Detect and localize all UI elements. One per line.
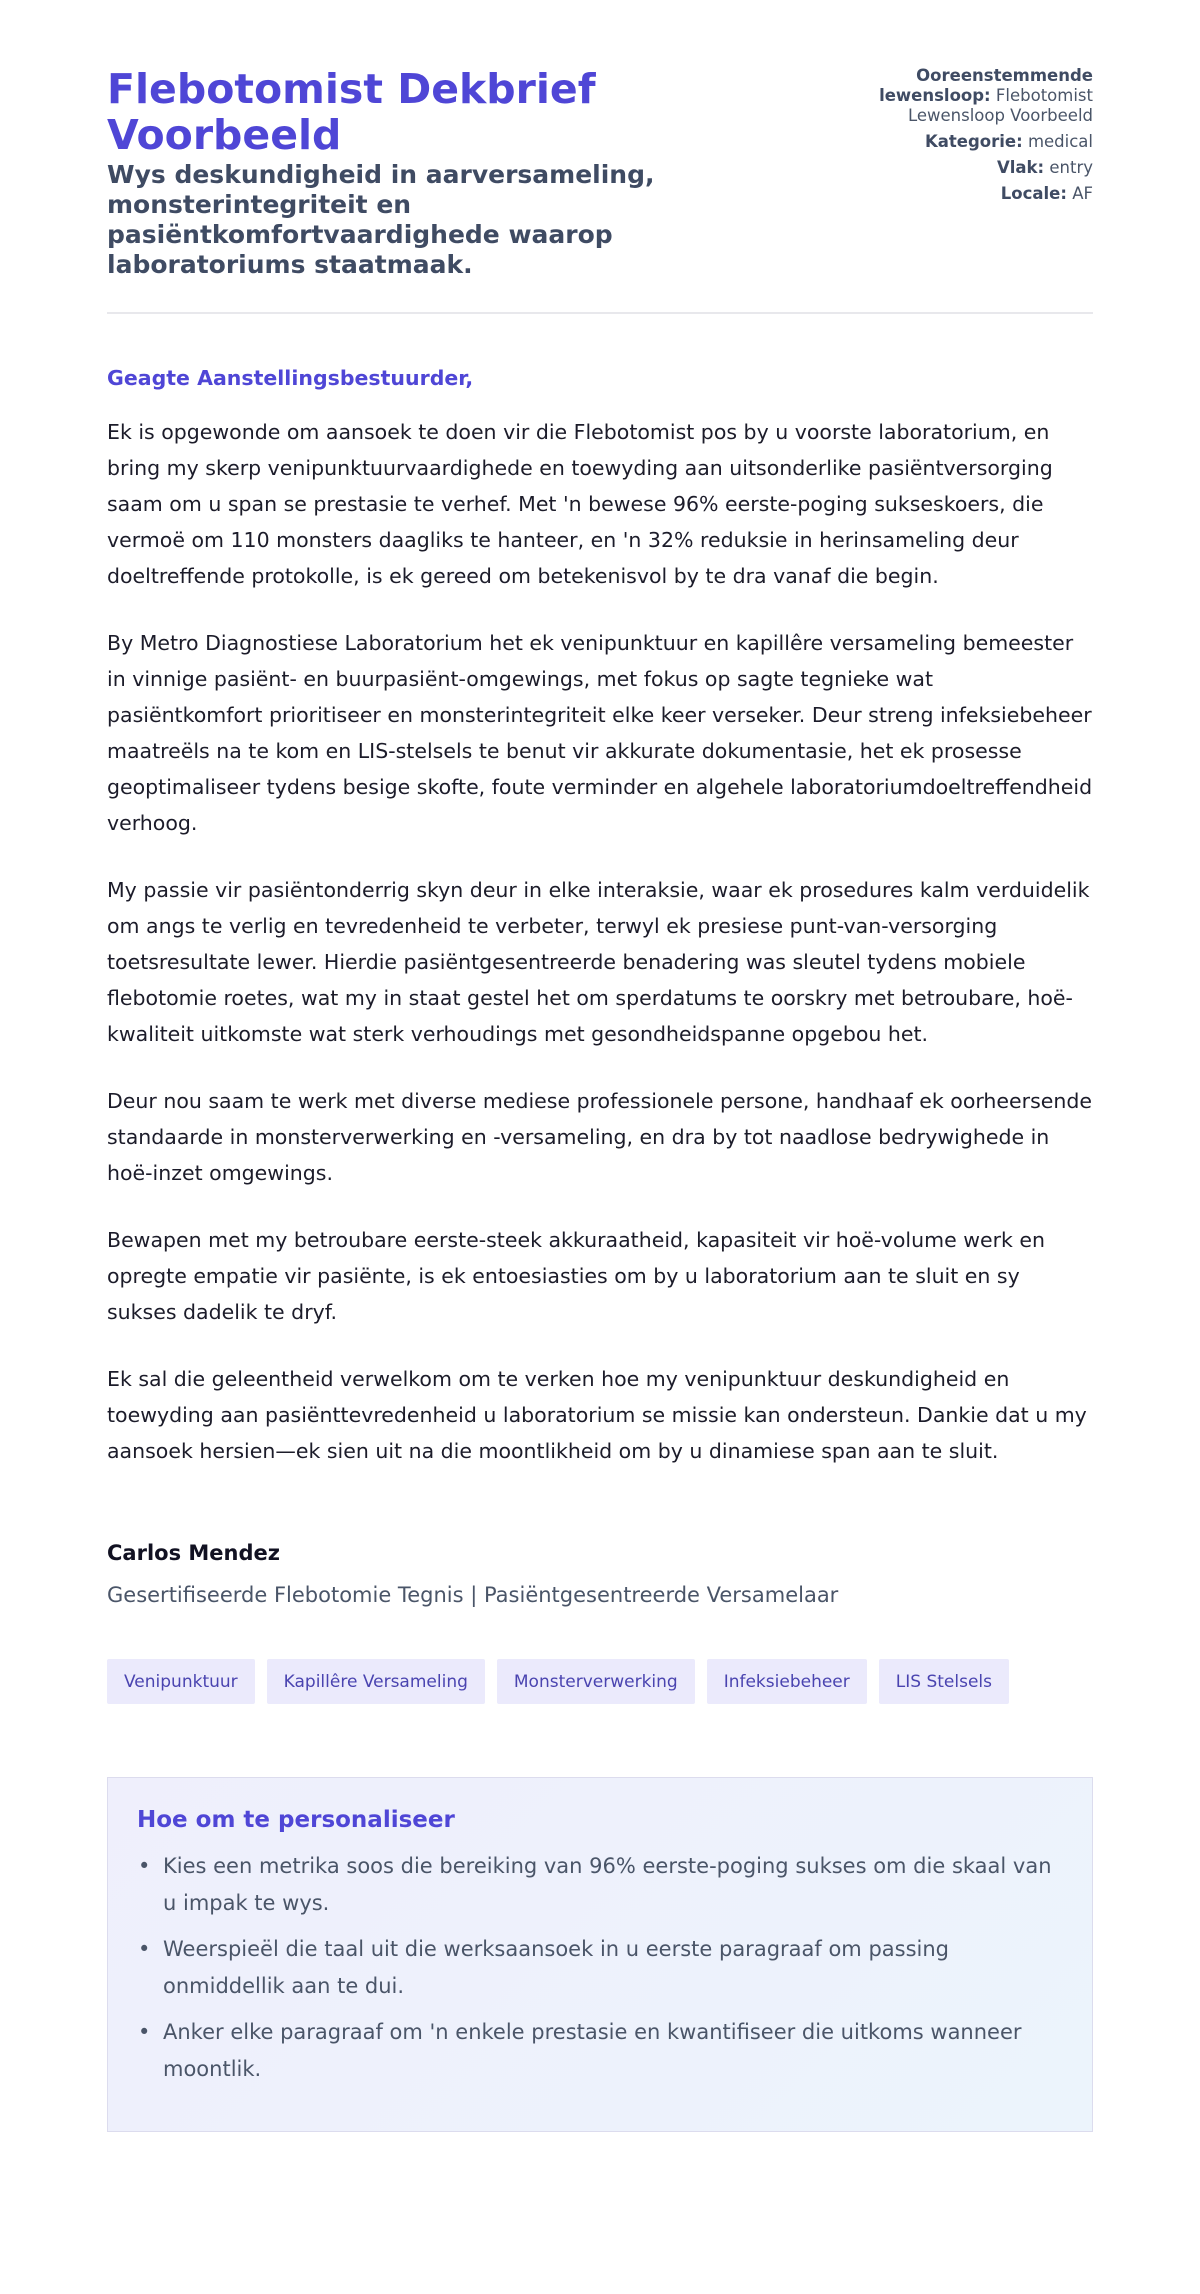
meta-matching-resume — [853, 66, 1093, 126]
page-title: Flebotomist Dekbrief Voorbeeld — [107, 65, 596, 159]
tip-item: • Weerspieël die taal uit die werksaansoek in u eerste paragraaf om passing onmiddellik aan te dui. — [163, 1931, 1063, 2005]
signature-name: Carlos Mendez — [107, 1541, 280, 1565]
tips-list — [137, 1848, 1063, 2088]
letter-paragraph: Ek sal die geleentheid verwelkom om te verken hoe my venipunktuur deskundigheid en toewyding aan pasiënttevredenheid u laboratorium se missie kan ondersteun. Dankie dat u my aansoek hersien—ek sien uit na die moontlikheid om by u dinamiese span aan te sluit. — [107, 1367, 1087, 1463]
meta-label: Vlak: — [996, 158, 1045, 177]
tips-title: Hoe om te personaliseer — [137, 1807, 455, 1833]
meta-value: AF — [1072, 184, 1093, 203]
meta-label: Locale: — [1000, 184, 1067, 203]
letter-paragraph: By Metro Diagnostiese Laboratorium het ek venipunktuur en kapillêre versameling bemeester in vinnige pasiënt- en buurpasiënt-omgewings, met fokus op sagte tegnieke wat pasiëntkomfort prioritiseer en monsterintegriteit elke keer verseker. Deur streng infeksiebeheer maatreëls na te kom en LIS-stelsels te benut vir akkurate dokumentasie, het ek prosesse geoptimaliseer tydens besige skofte, foute verminder en algehele laboratoriumdoeltreffendheid verhoog. — [107, 631, 1093, 835]
meta-label: Ooreenstemmende lewensloop: — [879, 66, 1093, 105]
letter-paragraph: Ek is opgewonde om aansoek te doen vir die Flebotomist pos by u voorste laboratorium, en bring my skerp venipunktuurvaardighede en toewyding aan uitsonderlike pasiëntversorging saam om u span se prestasie te verhef. Met 'n bewese 96% eerste-poging sukseskoers, die vermoë om 110 monsters daagliks te hanteer, en 'n 32% reduksie in herinsameling deur doeltreffende protokolle, is ek gereed om betekenisvol by te dra vanaf die begin. — [107, 420, 1053, 588]
meta-value: entry — [1049, 158, 1093, 177]
skill-tag: Infeksiebeheer — [707, 1659, 867, 1704]
skill-tag: Monsterverwerking — [497, 1659, 695, 1704]
tip-item: • Kies een metrika soos die bereiking van 96% eerste-poging sukses om die skaal van u impak te wys. — [163, 1848, 1063, 1922]
meta-locale — [853, 184, 1093, 204]
letter-body — [107, 364, 1093, 1469]
header-title-block — [107, 66, 707, 280]
meta-value: Flebotomist Lewensloop Voorbeeld — [907, 86, 1093, 125]
personalize-tips-box — [107, 1777, 1093, 2132]
letter-paragraph: Deur nou saam te werk met diverse mediese professionele persone, handhaaf ek oorheersende standaarde in monsterverwerking en -versameling, en dra by tot naadlose bedrywighede in hoë-inzet omgewings. — [107, 1089, 1092, 1185]
salutation: Geagte Aanstellingsbestuurder, — [107, 366, 474, 390]
meta-value: medical — [1027, 132, 1093, 151]
skill-tag: Kapillêre Versameling — [267, 1659, 485, 1704]
skill-tag: LIS Stelsels — [879, 1659, 1009, 1704]
meta-category — [853, 132, 1093, 152]
meta-label: Kategorie: — [924, 132, 1023, 151]
skill-tags — [107, 1659, 1093, 1704]
page-subtitle: Wys deskundigheid in aarversameling, monsterintegriteit en pasiëntkomfortvaardighede waarop laboratoriums staatmaak. — [107, 160, 655, 279]
signature-block — [107, 1539, 1093, 1609]
page-header — [107, 66, 1093, 314]
meta-info — [853, 66, 1093, 210]
meta-level — [853, 158, 1093, 178]
letter-paragraph: My passie vir pasiëntonderrig skyn deur in elke interaksie, waar ek prosedures kalm verduidelik om angs te verlig en tevredenheid te verbeter, terwyl ek presiese punt-van-versorging toetsresultate lewer. Hierdie pasiëntgesentreerde benadering was sleutel tydens mobiele flebotomie roetes, wat my in staat gestel het om sperdatums te oorskry met betroubare, hoë-kwaliteit uitkomste wat sterk verhoudings met gesondheidspanne opgebou het. — [107, 878, 1090, 1046]
letter-paragraph: Bewapen met my betroubare eerste-steek akkuraatheid, kapasiteit vir hoë-volume werk en opregte empatie vir pasiënte, is ek entoesiasties om by u laboratorium aan te sluit en sy sukses dadelik te dryf. — [107, 1228, 1046, 1324]
tip-item: • Anker elke paragraaf om 'n enkele prestasie en kwantifiseer die uitkoms wanneer moontlik. — [163, 2014, 1063, 2088]
skill-tag: Venipunktuur — [107, 1659, 255, 1704]
signature-title: Gesertifiseerde Flebotomie Tegnis | Pasiëntgesentreerde Versamelaar — [107, 1583, 839, 1607]
